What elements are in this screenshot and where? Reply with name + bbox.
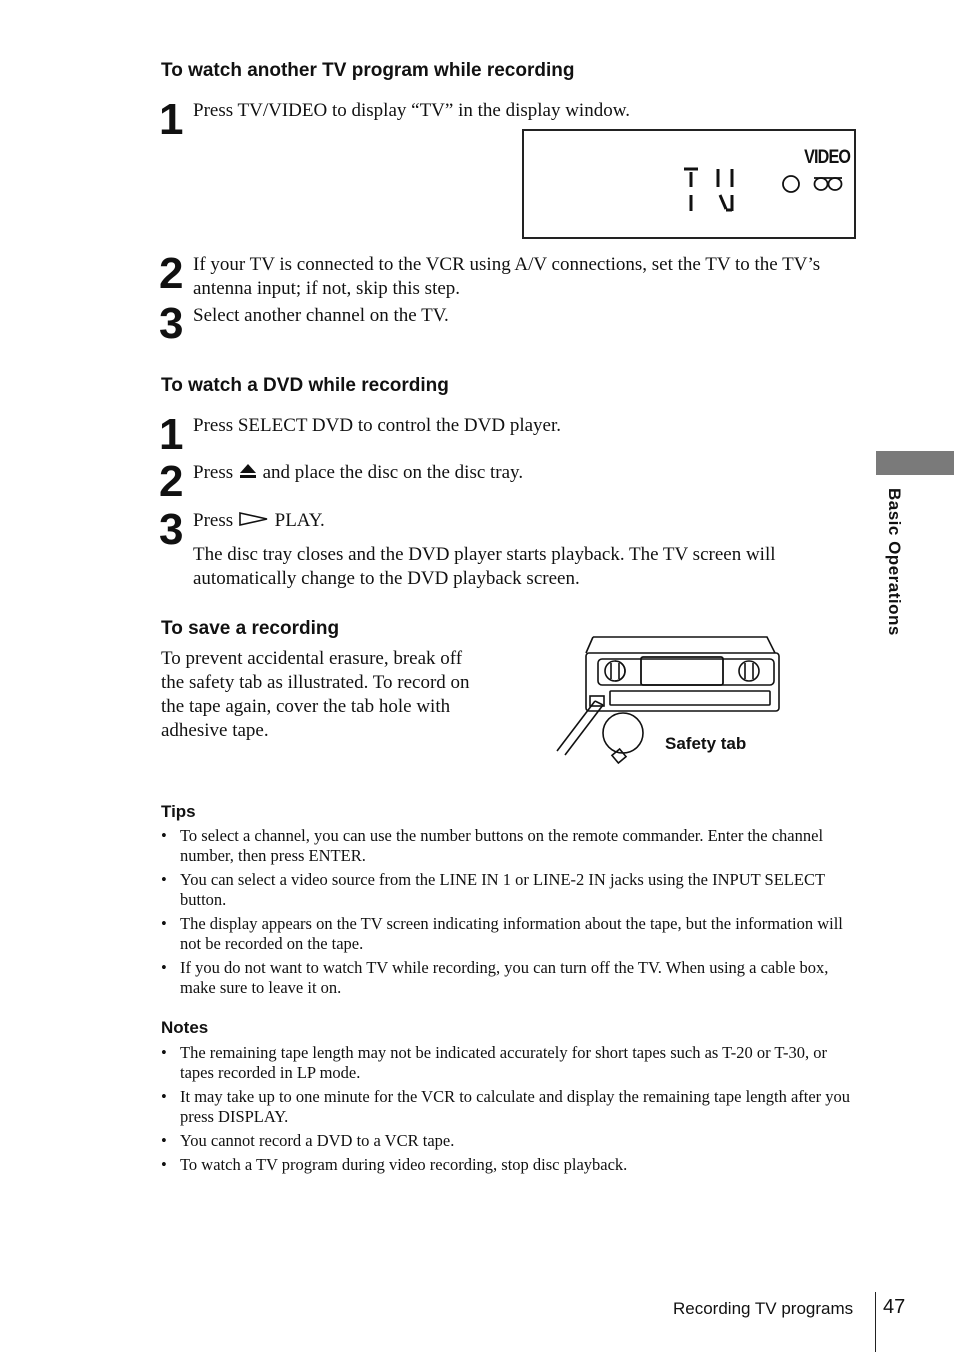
footer-divider: [875, 1292, 876, 1352]
note-item: [161, 1155, 856, 1175]
tip-item: [161, 914, 856, 954]
note-text: The remaining tape length may not be indicated accurately for short tapes such as T-20 or T-30, or tapes recorded in LP mode.: [180, 1043, 827, 1082]
tip-text: If you do not want to watch TV while recording, you can turn off the TV. When using a cable box, make sure to leave it on.: [180, 958, 829, 997]
note-item: [161, 1131, 856, 1151]
step-text: If your TV is connected to the VCR using A/V connections, set the TV to the TV’s antenna input; if not, skip this step.: [193, 254, 821, 299]
eject-icon: [239, 463, 257, 479]
section-heading-watch-dvd: To watch a DVD while recording: [161, 375, 449, 396]
bullet: •: [161, 914, 167, 933]
tips-list: [161, 826, 856, 1002]
safety-tab-label: Safety tab: [665, 734, 747, 753]
tip-text: You can select a video source from the LINE IN 1 or LINE-2 IN jacks using the INPUT SELECT button.: [180, 870, 825, 909]
vcr-display-window: [522, 129, 856, 239]
step-number: 3: [159, 299, 184, 348]
step-text: Press SELECT DVD to control the DVD player.: [193, 415, 561, 436]
notes-list: [161, 1043, 856, 1179]
footer-section-title: Recording TV programs: [673, 1299, 854, 1318]
sidebar-section-label: Basic Operations: [885, 488, 904, 636]
section-heading-save-recording: To save a recording: [161, 618, 340, 639]
step-number: 2: [159, 249, 184, 298]
press-label: Press: [193, 462, 234, 483]
tip-item: [161, 826, 856, 866]
bullet: •: [161, 1087, 167, 1106]
tips-heading: Tips: [161, 802, 196, 821]
bullet: •: [161, 1131, 167, 1150]
note-item: [161, 1043, 856, 1083]
section-heading-watch-tv: To watch another TV program while recording: [161, 60, 575, 81]
step-detail-text: The disc tray closes and the DVD player starts playback. The TV screen will automatically change to the DVD playback screen.: [193, 544, 776, 589]
record-and-tape-icons: [779, 171, 849, 197]
step-number: 1: [159, 410, 184, 459]
bullet: •: [161, 1155, 167, 1174]
bullet: •: [161, 958, 167, 977]
step-text: Press TV/VIDEO to display “TV” in the display window.: [193, 100, 630, 121]
notes-heading: Notes: [161, 1018, 209, 1037]
page-number: 47: [883, 1296, 906, 1318]
tip-item: [161, 870, 856, 910]
play-icon: [239, 511, 269, 527]
step-text: Select another channel on the TV.: [193, 305, 449, 326]
bullet: •: [161, 870, 167, 889]
tip-text: The display appears on the TV screen indicating information about the tape, but the information will not be recorded on the tape.: [180, 914, 843, 953]
segment-tv-readout: [674, 161, 744, 219]
tip-item: [161, 958, 856, 998]
step-text: [193, 461, 853, 485]
press-label: Press: [193, 510, 234, 531]
note-text: It may take up to one minute for the VCR to calculate and display the remaining tape length after you press DISPLAY.: [180, 1087, 851, 1126]
step-text-rest: PLAY.: [274, 510, 325, 531]
tip-text: To select a channel, you can use the number buttons on the remote commander. Enter the channel number, then press ENTER.: [180, 826, 824, 865]
note-text: You cannot record a DVD to a VCR tape.: [180, 1131, 455, 1150]
save-recording-text: To prevent accidental erasure, break off the safety tab as illustrated. To record on the tape again, cover the tab hole with adhesive tape.: [161, 648, 470, 741]
bullet: •: [161, 1043, 167, 1062]
video-indicator-label: VIDEO: [803, 147, 850, 168]
note-text: To watch a TV program during video recording, stop disc playback.: [180, 1155, 628, 1174]
step-text: [193, 509, 853, 533]
step-number: 3: [159, 505, 184, 554]
bullet: •: [161, 826, 167, 845]
step-number: 2: [159, 457, 184, 506]
note-item: [161, 1087, 856, 1127]
step-number: 1: [159, 95, 184, 144]
sidebar-tab-marker: [876, 451, 954, 475]
step-text-rest: and place the disc on the disc tray.: [262, 462, 524, 483]
